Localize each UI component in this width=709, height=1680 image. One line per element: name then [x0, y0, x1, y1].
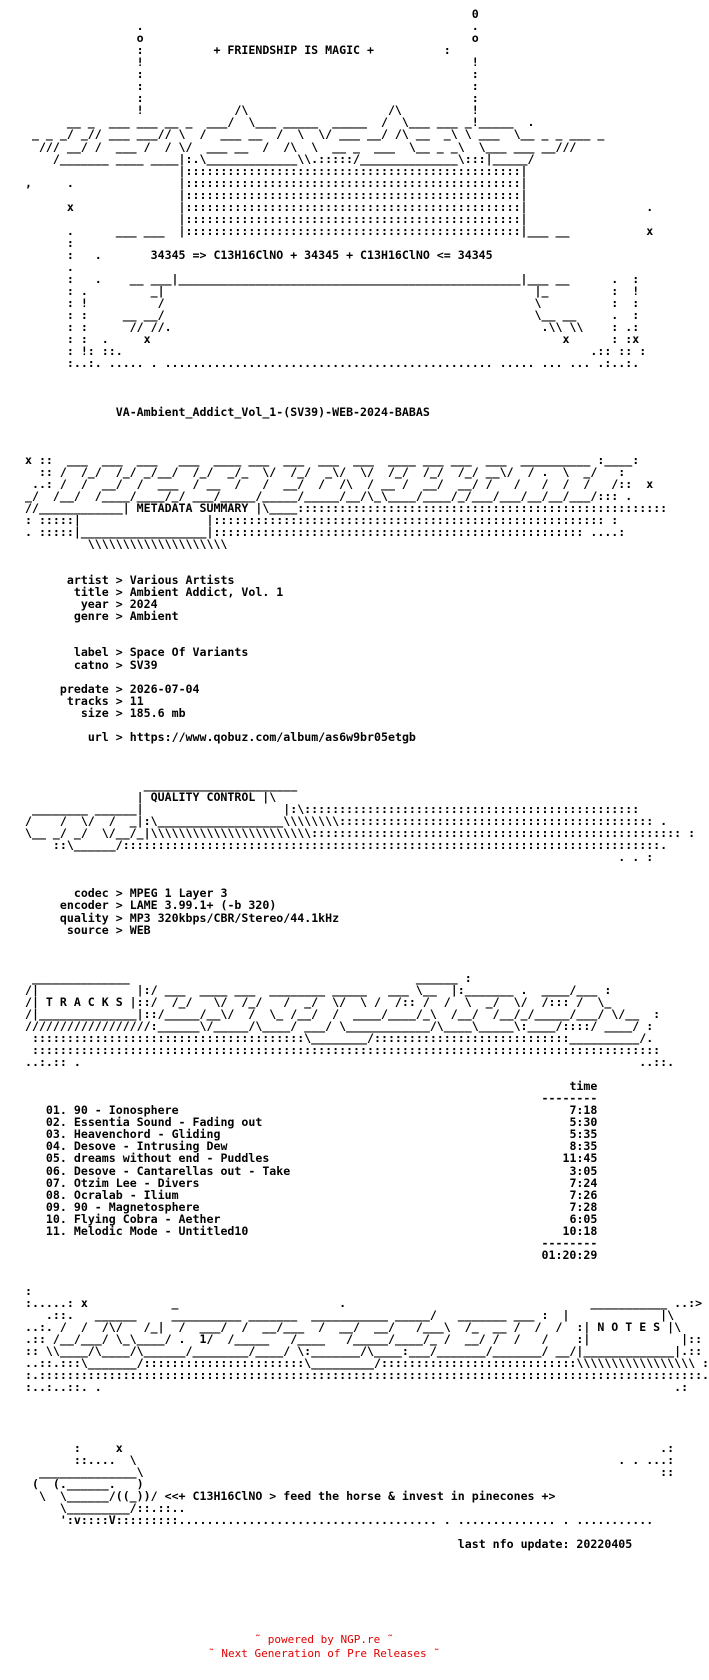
track-number: 06. [45, 1163, 67, 1178]
title-value: Ambient Addict, Vol. 1 [129, 585, 284, 600]
time-header: time [569, 1079, 598, 1094]
label-value: Space Of Variants [129, 645, 249, 660]
track-title: Melodic Mode - Untitled10 [73, 1223, 249, 1238]
title-label: title [73, 585, 109, 600]
label-label: label [73, 645, 109, 660]
quality-label: quality [59, 910, 109, 925]
catno-value: SV39 [129, 657, 158, 672]
track-title: Ocralab - Ilium [73, 1187, 179, 1202]
notes-section-title: N O T E S [597, 1320, 661, 1335]
tracks-value: 11 [129, 693, 144, 708]
year-value: 2024 [129, 597, 158, 612]
release-name: VA-Ambient_Addict_Vol_1-(SV39)-WEB-2024-BABAS [115, 404, 430, 419]
encoder-label: encoder [59, 898, 109, 913]
genre-value: Ambient [129, 609, 179, 624]
track-number: 05. [45, 1151, 67, 1166]
codec-label: codec [73, 886, 109, 901]
footer-tagline: ˜ Next Generation of Pre Releases ˜ [208, 1647, 440, 1660]
track-number: 11. [45, 1223, 67, 1238]
track-time: 11:45 [562, 1151, 598, 1166]
total-rule: -------- [541, 1235, 598, 1250]
artist-value: Various Artists [129, 573, 235, 588]
header-motto: + FRIENDSHIP IS MAGIC + [213, 43, 374, 58]
size-label: size [80, 705, 109, 720]
track-time: 10:18 [562, 1223, 598, 1238]
track-title: 90 - Ionosphere [73, 1103, 179, 1118]
track-time: 7:26 [569, 1187, 598, 1202]
url-label: url [87, 729, 109, 744]
track-title: Heavenchord - Gliding [73, 1127, 221, 1142]
track-number: 08. [45, 1187, 67, 1202]
tracks-section-title: T R A C K S [45, 994, 123, 1009]
track-title: Desove - Intrusing Dew [73, 1139, 228, 1154]
track-number: 10. [45, 1211, 67, 1226]
encoder-value: LAME 3.99.1+ (-b 320) [129, 898, 277, 913]
track-time: 5:30 [569, 1115, 598, 1130]
quality-section-title: QUALITY CONTROL [150, 790, 256, 805]
track-time: 7:18 [569, 1103, 598, 1118]
track-time: 5:35 [569, 1127, 598, 1142]
track-number: 03. [45, 1127, 67, 1142]
track-time: 8:35 [569, 1139, 598, 1154]
track-number: 01. [45, 1103, 67, 1118]
predate-value: 2026-07-04 [129, 681, 200, 696]
track-title: dreams without end - Puddles [73, 1151, 270, 1166]
catno-label: catno [73, 657, 109, 672]
track-number: 04. [45, 1139, 67, 1154]
time-rule: -------- [541, 1091, 598, 1106]
track-title: Essentia Sound - Fading out [73, 1115, 263, 1130]
track-time: 3:05 [569, 1163, 598, 1178]
closing-motto: <<+ C13H16ClNO > feed the horse & invest in pinecones +> [164, 1488, 556, 1503]
quality-value: MP3 320kbps/CBR/Stereo/44.1kHz [129, 910, 340, 925]
track-title: Desove - Cantarellas out - Take [73, 1163, 291, 1178]
nfo-document: 0 . . o o : + FRIENDSHIP IS MAGIC + : ! ! : : : : : : ! /\ /\ ! __ _ ___ ___ __ _ ___/ \___ _____ _____ / \___ ___ _!_____ . _ _ _/ _// ___ ___// \ / ___ __ / \ \/ ___ __/ /\ __ _\ \ ___ \__ _ _ ___ _ /// __/ / ___ / / \/ ___ __ / /\ \ __ _ ___ \__ _ _\ \___ ___ __/// /_______ ____ ____|:.\_____________\\.:::::/______________\:::|_____/ |::::::::::::::::::::::::::::::::::::::::::::::::| , . |::::::::::::::::::::::::::::::::::::::::::::::::| |::::::::::::::::::::::::::::::::::::::::::::::::| x |::::::::::::::::::::::::::::::::::::::::::::::::| . |::::::::::::::::::::::::::::::::::::::::::::::::| . ___ ___ |::::::::::::::::::::::::::::::::::::::::::::::::|___ __ x : : . 34345 => C13H16ClNO + 34345 + C13H16ClNO <= 34345 . : . __ ___|_________________________________________________|___ __ . : : . _| |_ : ! : ! / \ : : : : __ __/ \__ __ . : : : // //. .\\ \\ : .: : : . x x : :x : !: ::. .:: :: : :..:. ..... . ............................................... ..... ... ... .:..:. VA-Ambient_Addict_Vol_1-(SV39)-WEB-2024-BABAS x :: ___ ___ ___ ___ ____ ___ ___ ___ ___ ____ ___ ___ ___ __________ :____: :: / /_/ /_/ _/__/ /_/ _/_ \/ /_/ _\/ \/ /_/ /_/ /_/ __\/ / . \ _/ : ..: / / __/ / ___ / __ / / __/ / /\ / __ / __/ __/ / / / / / /:: x _/ /__/ /____/____/_/ ___/_____/_____/_____/__/\_\____/____/_/___/___/__/__/___/::: . //____________| METADATA SUMMARY |\____::::::::::::::::::::::::::::::::::::::::::::::::::::: : :::::| |:::::::::::::::::::::::::::::::::::::::::::::::::::::::: : . :::::|__________________|::::::::::::::::::::::::::::::::::::::::::::::::::::: ....: \\\\\\\\\\\\\\\\\\\\ artist > Various Artists title > Ambient Addict, Vol. 1 year > 2024 genre > Ambient label > Space Of Variants catno > SV39 predate > 2026-07-04 tracks > 11 size > 185.6 mb url > https://www.qobuz.com/album/as6w9br05etgb ______________________ | QUALITY CONTROL |\ ________ ______| |:\:::::::::::::::::::::::::::::::::::::::::::::::: / / \/ / _|:\__________________\\\\\\\\::::::::::::::::::::::::::::::::::::::::::::: . \__ _/ _/ \/__/_|\\\\\\\\\\\\\\\\\\\\\\\::::::::::::::::::::::::::::::::::::::::::::::::::::: : ::\______/:::::::::::::::::::::::::::::::::::::::::::::::::::::::::::::::::::::::::::::. . . : codec > MPEG 1 Layer 3 encoder > LAME 3.99.1+ (-b 320) quality > MP3 320kbps/CBR/Stereo/44.1kHz source > WEB ______________ ______ : /| |:/ ___ ____ ___ ________ _____ ___ \__ |:_______ . ____/___ : /| T R A C K S |::/ /_/ \/ /_/ / _/ \/ \ / /:: / / \ _/ \/ /::: / \_ /|______________|::/_____/__\/ / \_ /__/ / ____/____/_\ /__/ /__/_/_____/___/ \/__ : //////////////////:______\/_____/\____/ ___/ \____________/\____\_____\:____/::::/ ____/ : :::::::::::::::::::::::::::::::::::::::\________/::::::::::::::::::::::::::::__________/. :::::::::::::::::::::::::::::::::::::::::::::::::::::::::::::::::::::::::::::::::::::::::: ..:.:: . ..::. time -------- 01. 90 - Ionosphere 7:18 02. Essentia Sound - Fading out 5:30 03. Heavenchord - Gliding 5:35 04. Desove - Intrusing Dew 8:35 05. dreams without end - Puddles 11:45 06. Desove - Cantarellas out - Take 3:05 07. Otzim Lee - Divers 7:24 08. Ocralab - Ilium 7:26 09. 90 - Magnetosphere 7:28 10. Flying Cobra - Aether 6:05 11. Melodic Mode - Untitled10 10:18 -------- 01:20:29 : :.....: x _ . ___________ ..:> .::. ______ __________ _______ ___________ _____/ _______ ___ : | |\ ..:. / / /\/ /_| / ___/ / __/___ / __/ __/ /___\ /_ __ / / / :| N O T E S |\ .:: /__/___/ \_\____/ . 1/ /_____ /____ /_____/____/_ / __/ / / / :| |:: :: \\____/\____/\______/________/____/ \:_______/\____:___/_______/_______/ __/|_____________|.:: ..::.:::\_______/:::::::::::::::::::::::\_________/::::::::::::::::::::::::::::\\\\\\\\\\\\\\\\\ : :.:::::::::::::::::::::::::::::::::::::::::::::::::::::::::::::::::::::::::::::::::::::::::::::::. :..:..::. . .: : x .: ::.... \ . . ...: ______________\ :: ( (.______. ) \ \______/((_))/ <<+ C13H16ClNO > feed the horse & invest in pinecones +> \_________/::.::.. ':v::::V:::::::::..................................... . .............. . ........... last nfo update: 20220405 [18, 8, 709, 1550]
track-time: 6:05 [569, 1211, 598, 1226]
metadata-section-title: METADATA SUMMARY [136, 500, 249, 515]
codec-value: MPEG 1 Layer 3 [129, 886, 228, 901]
track-title: 90 - Magnetosphere [73, 1199, 200, 1214]
year-label: year [80, 597, 109, 612]
predate-label: predate [59, 681, 109, 696]
artist-label: artist [66, 573, 109, 588]
track-number: 07. [45, 1175, 67, 1190]
track-number: 09. [45, 1199, 67, 1214]
track-time: 7:28 [569, 1199, 598, 1214]
update-label: last nfo update: [457, 1536, 570, 1551]
tracks-label: tracks [66, 693, 109, 708]
total-time: 01:20:29 [541, 1247, 598, 1262]
track-list [18, 1103, 597, 1237]
size-value: 185.6 mb [129, 705, 186, 720]
formula-line: 34345 => C13H16ClNO + 34345 + C13H16ClNO <= 34345 [150, 247, 493, 262]
track-time: 7:24 [569, 1175, 598, 1190]
track-number: 02. [45, 1115, 67, 1130]
source-value: WEB [129, 922, 151, 937]
update-date: 20220405 [576, 1536, 633, 1551]
url-value[interactable]: https://www.qobuz.com/album/as6w9br05etgb [129, 729, 416, 744]
track-title: Flying Cobra - Aether [73, 1211, 221, 1226]
footer-powered-by[interactable]: ˜ powered by NGP.re ˜ [254, 1633, 394, 1646]
track-row [18, 1224, 597, 1238]
track-title: Otzim Lee - Divers [73, 1175, 200, 1190]
genre-label: genre [73, 609, 109, 624]
source-label: source [66, 922, 109, 937]
